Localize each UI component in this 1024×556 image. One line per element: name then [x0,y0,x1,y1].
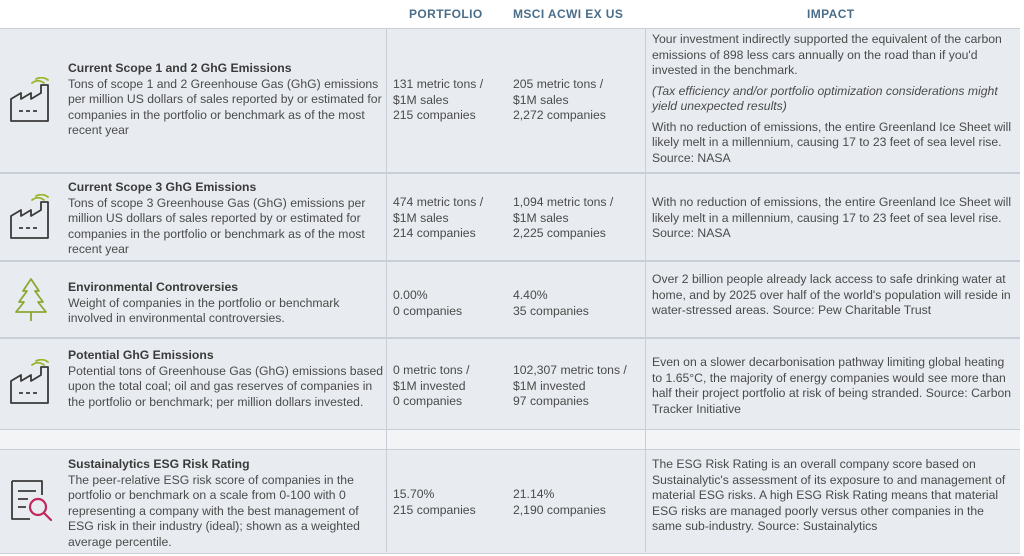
portfolio-line: 0 companies [393,394,463,408]
metric-desc-text: Potential tons of Greenhouse Gas (GhG) emissions based upon the total coal; oil and gas reserves of companies in the portfolio or benchmark; per million dollars invested. [68,363,384,409]
metric-title: Potential GhG Emissions [68,348,214,362]
metric-description [68,348,384,410]
metric-desc-text: Weight of companies in the portfolio or benchmark involved in environmental controversies. [68,295,340,325]
portfolio-line: 131 metric tons / [393,77,484,91]
header-impact: IMPACT [807,7,855,21]
metric-description [68,61,384,139]
impact-text [652,457,1017,540]
portfolio-line: 0 metric tons / [393,363,470,377]
impact-paragraph: With no reduction of emissions, the entire Greenland Ice Sheet will likely melt in a millennium, causing 17 to 23 feet of sea level rise. Source: NASA [652,119,1012,165]
portfolio-value [393,288,503,319]
metric-description [68,180,384,258]
benchmark-line: $1M sales [513,210,569,225]
factory-icon [8,194,54,240]
benchmark-line: 2,225 companies [513,226,606,240]
benchmark-line: $1M sales [513,92,569,107]
portfolio-value [393,195,503,242]
benchmark-value [513,288,643,319]
impact-note: (Tax efficiency and/or portfolio optimization considerations might yield unexpected results) [652,83,998,113]
header-portfolio: PORTFOLIO [409,7,483,21]
benchmark-line: 205 metric tons / [513,77,604,91]
factory-icon [8,359,54,405]
benchmark-value [513,363,643,410]
benchmark-value [513,77,643,124]
impact-paragraph: With no reduction of emissions, the entire Greenland Ice Sheet will likely melt in a millennium, causing 17 to 23 feet of sea level rise. Source: NASA [652,195,1012,240]
portfolio-value [393,77,503,124]
table-row [0,28,1020,173]
impact-paragraph: Even on a slower decarbonisation pathway limiting global heating to 1.65°C, the majority of energy companies would see more than half their project portfolio at risk of being stranded. Source: Carbon Tracker Initiative [652,355,1012,416]
portfolio-line: 0.00% [393,288,428,302]
benchmark-value [513,487,643,518]
impact-paragraph: Your investment indirectly supported the equivalent of the carbon emissions of 898 less cars annually on the road than if you'd invested in the benchmark. [652,32,1002,77]
metric-title: Sustainalytics ESG Risk Rating [68,457,250,471]
metric-desc-text: Tons of scope 1 and 2 Greenhouse Gas (GhG) emissions per million US dollars of sales reported by or estimated for companies in the portfolio or benchmark as of the most recent year [68,76,382,137]
benchmark-line: 2,272 companies [513,108,606,122]
impact-text [652,195,1017,247]
portfolio-line: 215 companies [393,502,476,517]
header-benchmark: MSCI ACWI EX US [513,7,624,21]
metric-desc-text: The peer-relative ESG risk score of companies in the portfolio or benchmark on a scale from 0-100 with 0 representing a company with the best management of ESG risk in their industry (ideal); shown as a weighted average percentile. [68,472,360,549]
section-divider [0,430,1020,449]
portfolio-value [393,487,503,518]
impact-paragraph: The ESG Risk Rating is an overall company score based on Sustainalytic's assessment of its exposure to and management of material ESG risks. A high ESG Risk Rating means that material ESG risks are managed poorly versus other companies in the same sub-industry. Source: Sustainalytics [652,457,1006,533]
portfolio-line: 215 companies [393,108,476,122]
factory-icon [8,77,54,123]
benchmark-line: 21.14% [513,487,555,501]
benchmark-line: 102,307 metric tons / [513,363,627,377]
impact-paragraph: Over 2 billion people already lack access to safe drinking water at home, and by 2025 over half of the world's population will reside in water-stressed areas. Source: Pew Charitable Trust [652,272,1011,317]
benchmark-line: 1,094 metric tons / [513,195,614,209]
benchmark-line: 35 companies [513,303,589,318]
benchmark-line: 97 companies [513,394,589,408]
portfolio-value [393,363,503,410]
metric-title: Current Scope 3 GhG Emissions [68,180,257,194]
portfolio-line: 15.70% [393,487,435,501]
benchmark-line: $1M invested [513,378,586,393]
impact-text [652,272,1017,324]
portfolio-line: $1M invested [393,378,466,393]
portfolio-line: $1M sales [393,210,449,225]
tree-icon [8,276,54,322]
metric-description [68,280,384,327]
table-row [0,261,1020,338]
portfolio-line: 474 metric tons / [393,195,484,209]
column-divider [645,28,646,552]
portfolio-line: $1M sales [393,92,449,107]
portfolio-line: 0 companies [393,303,463,318]
table-row [0,173,1020,261]
table-row [0,338,1020,430]
metric-title: Environmental Controversies [68,280,238,294]
column-divider [386,28,387,552]
benchmark-line: 4.40% [513,288,548,302]
impact-text [652,32,1017,171]
impact-text [652,355,1017,422]
table-row [0,449,1020,554]
portfolio-line: 214 companies [393,226,476,240]
document-search-icon [8,477,54,523]
benchmark-value [513,195,643,242]
metric-title: Current Scope 1 and 2 GhG Emissions [68,61,292,75]
metric-description [68,457,384,550]
metric-desc-text: Tons of scope 3 Greenhouse Gas (GhG) emissions per million US dollars of sales reported by or estimated for companies in the portfolio or benchmark as of the most recent year [68,195,366,256]
benchmark-line: 2,190 companies [513,502,606,517]
